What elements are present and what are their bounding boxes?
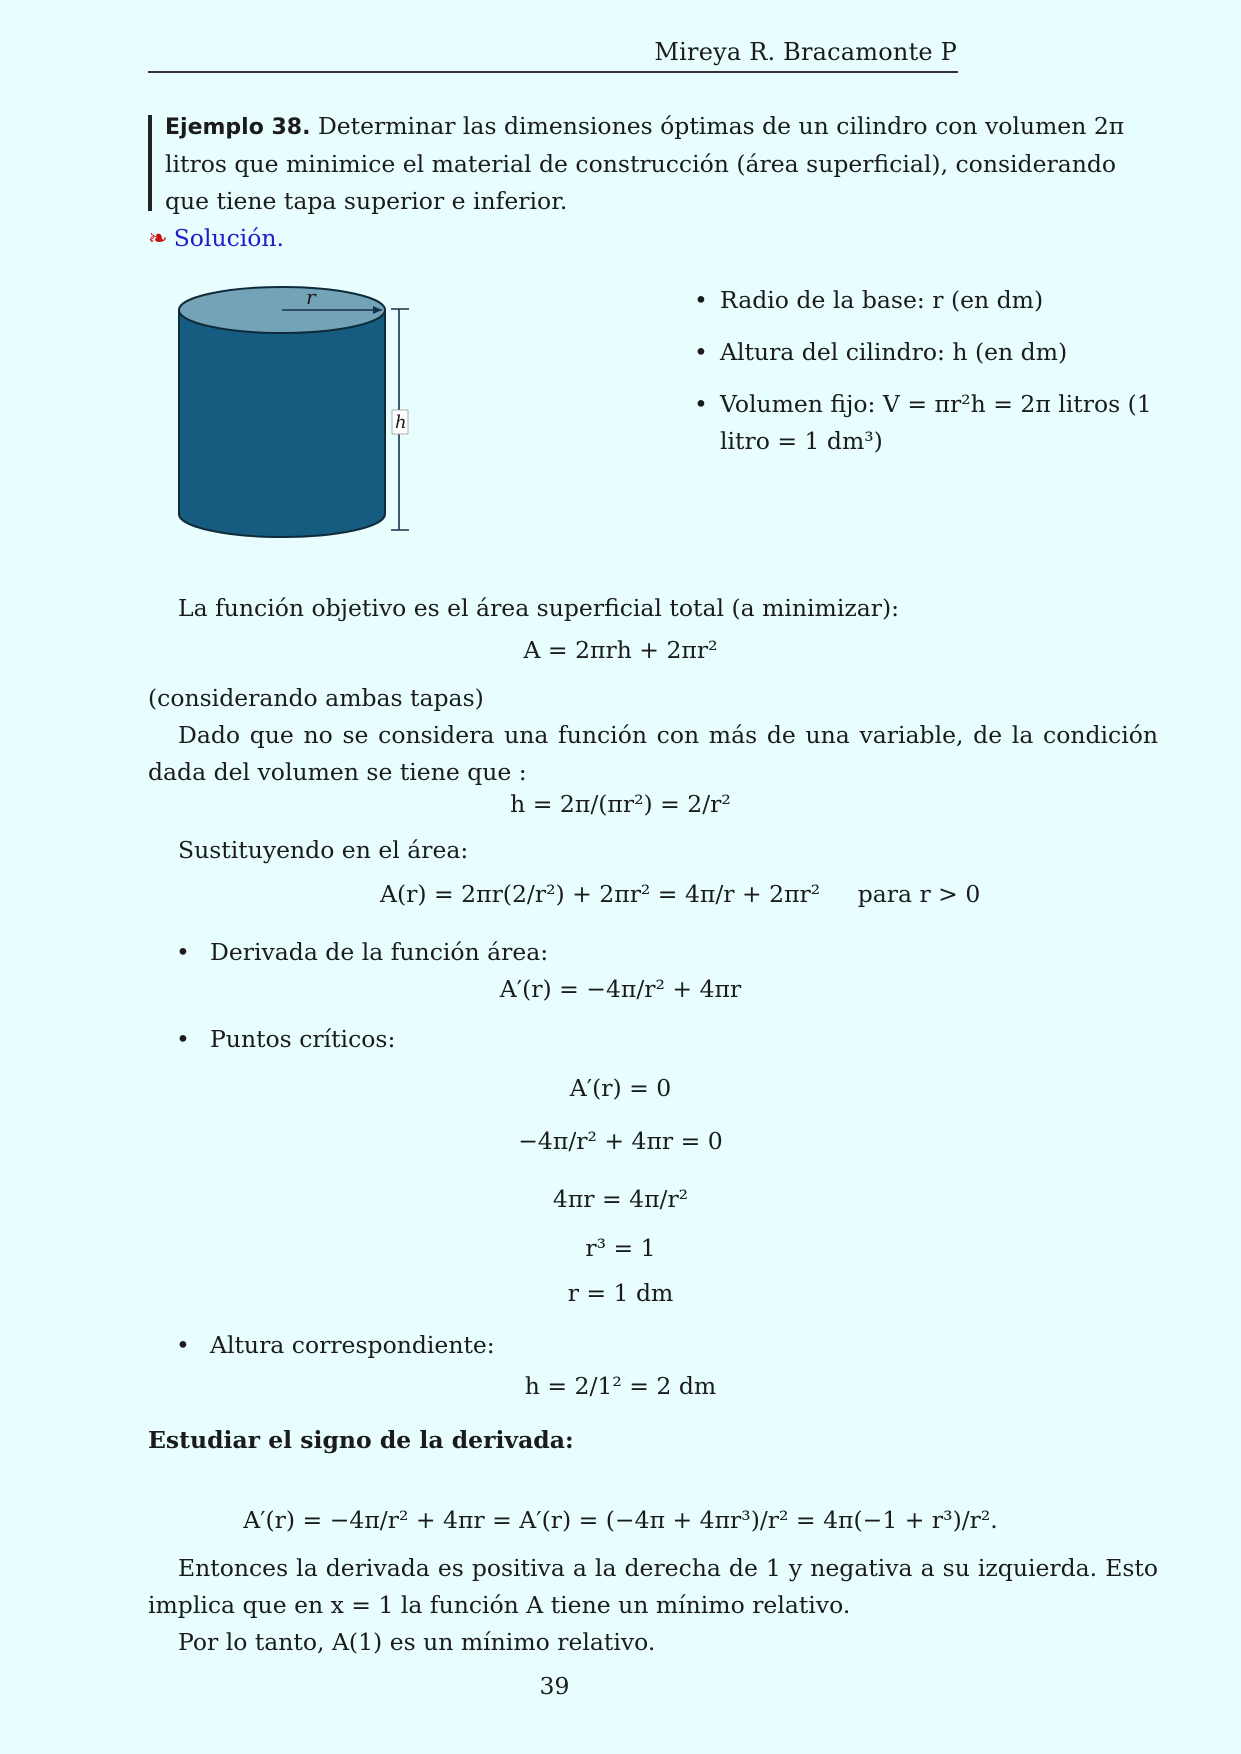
equation-critical-5: r = 1 dm xyxy=(567,1279,674,1307)
conclusion-1: Entonces la derivada es positiva a la derecha de 1 y negativa a su izquierda. Esto implica que en x = 1 la función A tiene un mínimo relativo. xyxy=(148,1554,1158,1619)
equation-sign-study: A′(r) = −4π/r² + 4πr = A′(r) = (−4π + 4πr³)/r² = 4π(−1 + r³)/r². xyxy=(243,1506,998,1534)
solution-heading[interactable] xyxy=(148,224,284,252)
list-item: • Radio de la base: r (en dm) xyxy=(690,282,1160,319)
equation-height-value: h = 2/1² = 2 dm xyxy=(524,1372,717,1400)
bullet-height xyxy=(180,1331,495,1359)
equation-critical-1: A′(r) = 0 xyxy=(569,1074,672,1102)
bullet-derivative xyxy=(180,938,548,966)
both-caps-note: (considerando ambas tapas) xyxy=(148,684,484,712)
equation-critical-2: −4π/r² + 4πr = 0 xyxy=(518,1127,723,1155)
volume-condition: Dado que no se considera una función con más de una variable, de la condición dada del volumen se tiene que : xyxy=(148,721,1158,786)
equation-h-solved: h = 2π/(πr²) = 2/r² xyxy=(510,790,731,818)
substituting-label: Sustituyendo en el área: xyxy=(178,836,469,864)
bullet-critical-text: Puntos críticos: xyxy=(210,1025,396,1053)
equation-derivative: A′(r) = −4π/r² + 4πr xyxy=(499,975,742,1003)
sign-heading: Estudiar el signo de la derivada: xyxy=(148,1426,574,1454)
page-number: 39 xyxy=(539,1672,570,1700)
equation-area-r-text: A(r) = 2πr(2/r²) + 2πr² = 4π/r + 2πr² xyxy=(380,880,821,908)
area-formula: A = 2πrh + 2πr² xyxy=(523,636,718,664)
domain-note: para r > 0 xyxy=(857,880,981,908)
equation-area-r xyxy=(380,880,980,908)
bullet-derivative-text: Derivada de la función área: xyxy=(210,938,549,966)
conclusion-2: Por lo tanto, A(1) es un mínimo relativo. xyxy=(178,1628,656,1656)
equation-critical-4: r³ = 1 xyxy=(585,1234,656,1262)
example-block xyxy=(165,108,1145,220)
objective-intro: La función objetivo es el área superficial total (a minimizar): xyxy=(178,594,900,622)
bullet-height-text: Altura correspondiente: xyxy=(210,1331,495,1359)
cylinder-figure xyxy=(170,280,430,560)
solution-label: Solución. xyxy=(173,224,285,252)
height-label: h xyxy=(395,412,407,433)
example-label: Ejemplo 38. xyxy=(165,115,311,140)
header-author: Mireya R. Bracamonte P xyxy=(654,38,957,66)
givens-list xyxy=(690,282,1160,475)
equation-critical-3: 4πr = 4π/r² xyxy=(552,1185,689,1213)
floral-leaf-icon: ❧ xyxy=(148,224,168,252)
list-item: • Altura del cilindro: h (en dm) xyxy=(690,334,1160,371)
example-statement: Determinar las dimensiones óptimas de un cilindro con volumen 2π litros que minimice el material de construcción (área superficial), considerando que tiene tapa superior e inferior. xyxy=(165,112,1125,215)
list-item: • Volumen fijo: V = πr²h = 2π litros (1 litro = 1 dm³) xyxy=(690,386,1160,460)
example-bar xyxy=(148,115,152,211)
header-rule xyxy=(148,71,958,73)
bullet-critical xyxy=(180,1025,395,1053)
radius-label: r xyxy=(306,285,316,309)
